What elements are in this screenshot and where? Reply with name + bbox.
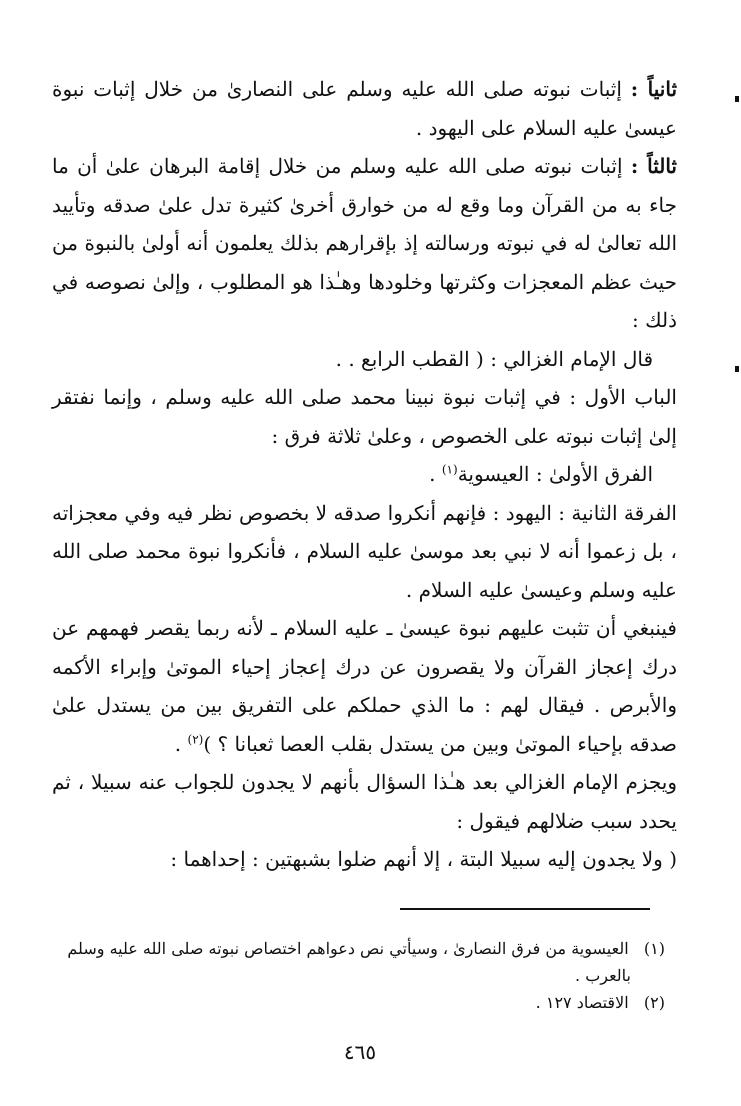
paragraph-secondly bbox=[52, 70, 677, 147]
footnote-divider bbox=[400, 908, 650, 910]
footnote-2 bbox=[40, 989, 665, 1016]
footnotes bbox=[40, 935, 665, 1016]
footnote-ref-2: (٢) bbox=[187, 731, 204, 746]
paragraph-text: إثبات نبوته صلى الله عليه وسلم على النصارىٰ من خلال إثبات نبوة عيسىٰ عليه السلام على اليهود . bbox=[52, 77, 677, 140]
paragraph-two-doubts: ( ولا يجدون إليه سبيلا البتة ، إلا أنهم ضلوا بشبهتين : إحداهما : bbox=[170, 847, 677, 871]
paragraph-proof-of-isa bbox=[52, 609, 677, 763]
footnote-1-continued: بالعرب . bbox=[575, 966, 631, 985]
footnote-ref-1: (١) bbox=[441, 462, 458, 477]
paragraph-ghazali-assertion: ويجزم الإمام الغزالي بعد هـٰذا السؤال بأنهم لا يجدون للجواب عنه سبيلا ، ثم يحدد سبب ضلالهم فيقول : bbox=[52, 770, 677, 833]
paragraph-text: إثبات نبوته صلى الله عليه وسلم من خلال إقامة البرهان علىٰ أن ما جاء به من القرآن وما وقع له من خوارق أخرىٰ كثيرة تدل علىٰ صدقه وتأييد الله تعالىٰ له في نبوته ورسالته إذ بإقرارهم بذلك يعلمون أنه أولىٰ بالنبوة من حيث عظم المعجزات وكثرتها وخلودها وهـٰذا هو المطلوب ، وإلىٰ نصوصه في ذلك : bbox=[52, 154, 677, 332]
paragraph-ghazali-quote: قال الإمام الغزالي : ( القطب الرابع . . bbox=[335, 346, 653, 371]
paragraph-first-chapter: الباب الأول : في إثبات نبوة نبينا محمد صلى الله عليه وسلم ، وإنما نفتقر إلىٰ إثبات نبوته على الخصوص ، وعلىٰ ثلاثة فرق : bbox=[52, 385, 677, 448]
paragraph-end: . bbox=[174, 731, 188, 756]
footnote-number: (٢) bbox=[643, 993, 665, 1012]
footnote-number: (١) bbox=[643, 939, 665, 958]
paragraph-text: فينبغي أن تثبت عليهم نبوة عيسىٰ ـ عليه السلام ـ لأنه ربما يقصر فهمهم عن درك إعجاز القرآن ولا يقصرون عن درك إعجاز إحياء الموتىٰ وإبراء الأكمه والأبرص . فيقال لهم : ما الذي حملكم على التفريق بين من يستدل علىٰ صدقه بإحياء الموتىٰ وبين من يستدل بقلب العصا ثعبانا ؟ ) bbox=[52, 616, 677, 756]
paragraph-first-sect bbox=[52, 455, 677, 494]
margin-mark-middle bbox=[735, 366, 739, 372]
footnote-text: الاقتصاد ١٢٧ . bbox=[535, 993, 629, 1012]
paragraph-end: . bbox=[429, 462, 442, 486]
paragraph-lead: ثالثاً : bbox=[630, 154, 677, 178]
margin-mark-top bbox=[735, 96, 739, 102]
paragraph-thirdly bbox=[52, 147, 677, 340]
paragraph-lead: ثانياً : bbox=[630, 77, 678, 101]
paragraph-text: الفرق الأولىٰ : العيسوية bbox=[457, 462, 653, 486]
page-number: ٤٦٥ bbox=[343, 1040, 377, 1064]
main-text bbox=[52, 70, 677, 879]
footnote-text: العيسوية من فرق النصارىٰ ، وسيأتي نص دعواهم اختصاص نبوته صلى الله عليه وسلم bbox=[67, 939, 629, 958]
paragraph-second-sect: الفرقة الثانية : اليهود : فإنهم أنكروا صدقه لا بخصوص نظر فيه وفي معجزاته ، بل زعموا أنه لا نبي بعد موسىٰ عليه السلام ، فأنكروا نبوة محمد صلى الله عليه وسلم وعيسىٰ عليه السلام . bbox=[52, 500, 677, 602]
footnote-1 bbox=[40, 935, 665, 962]
